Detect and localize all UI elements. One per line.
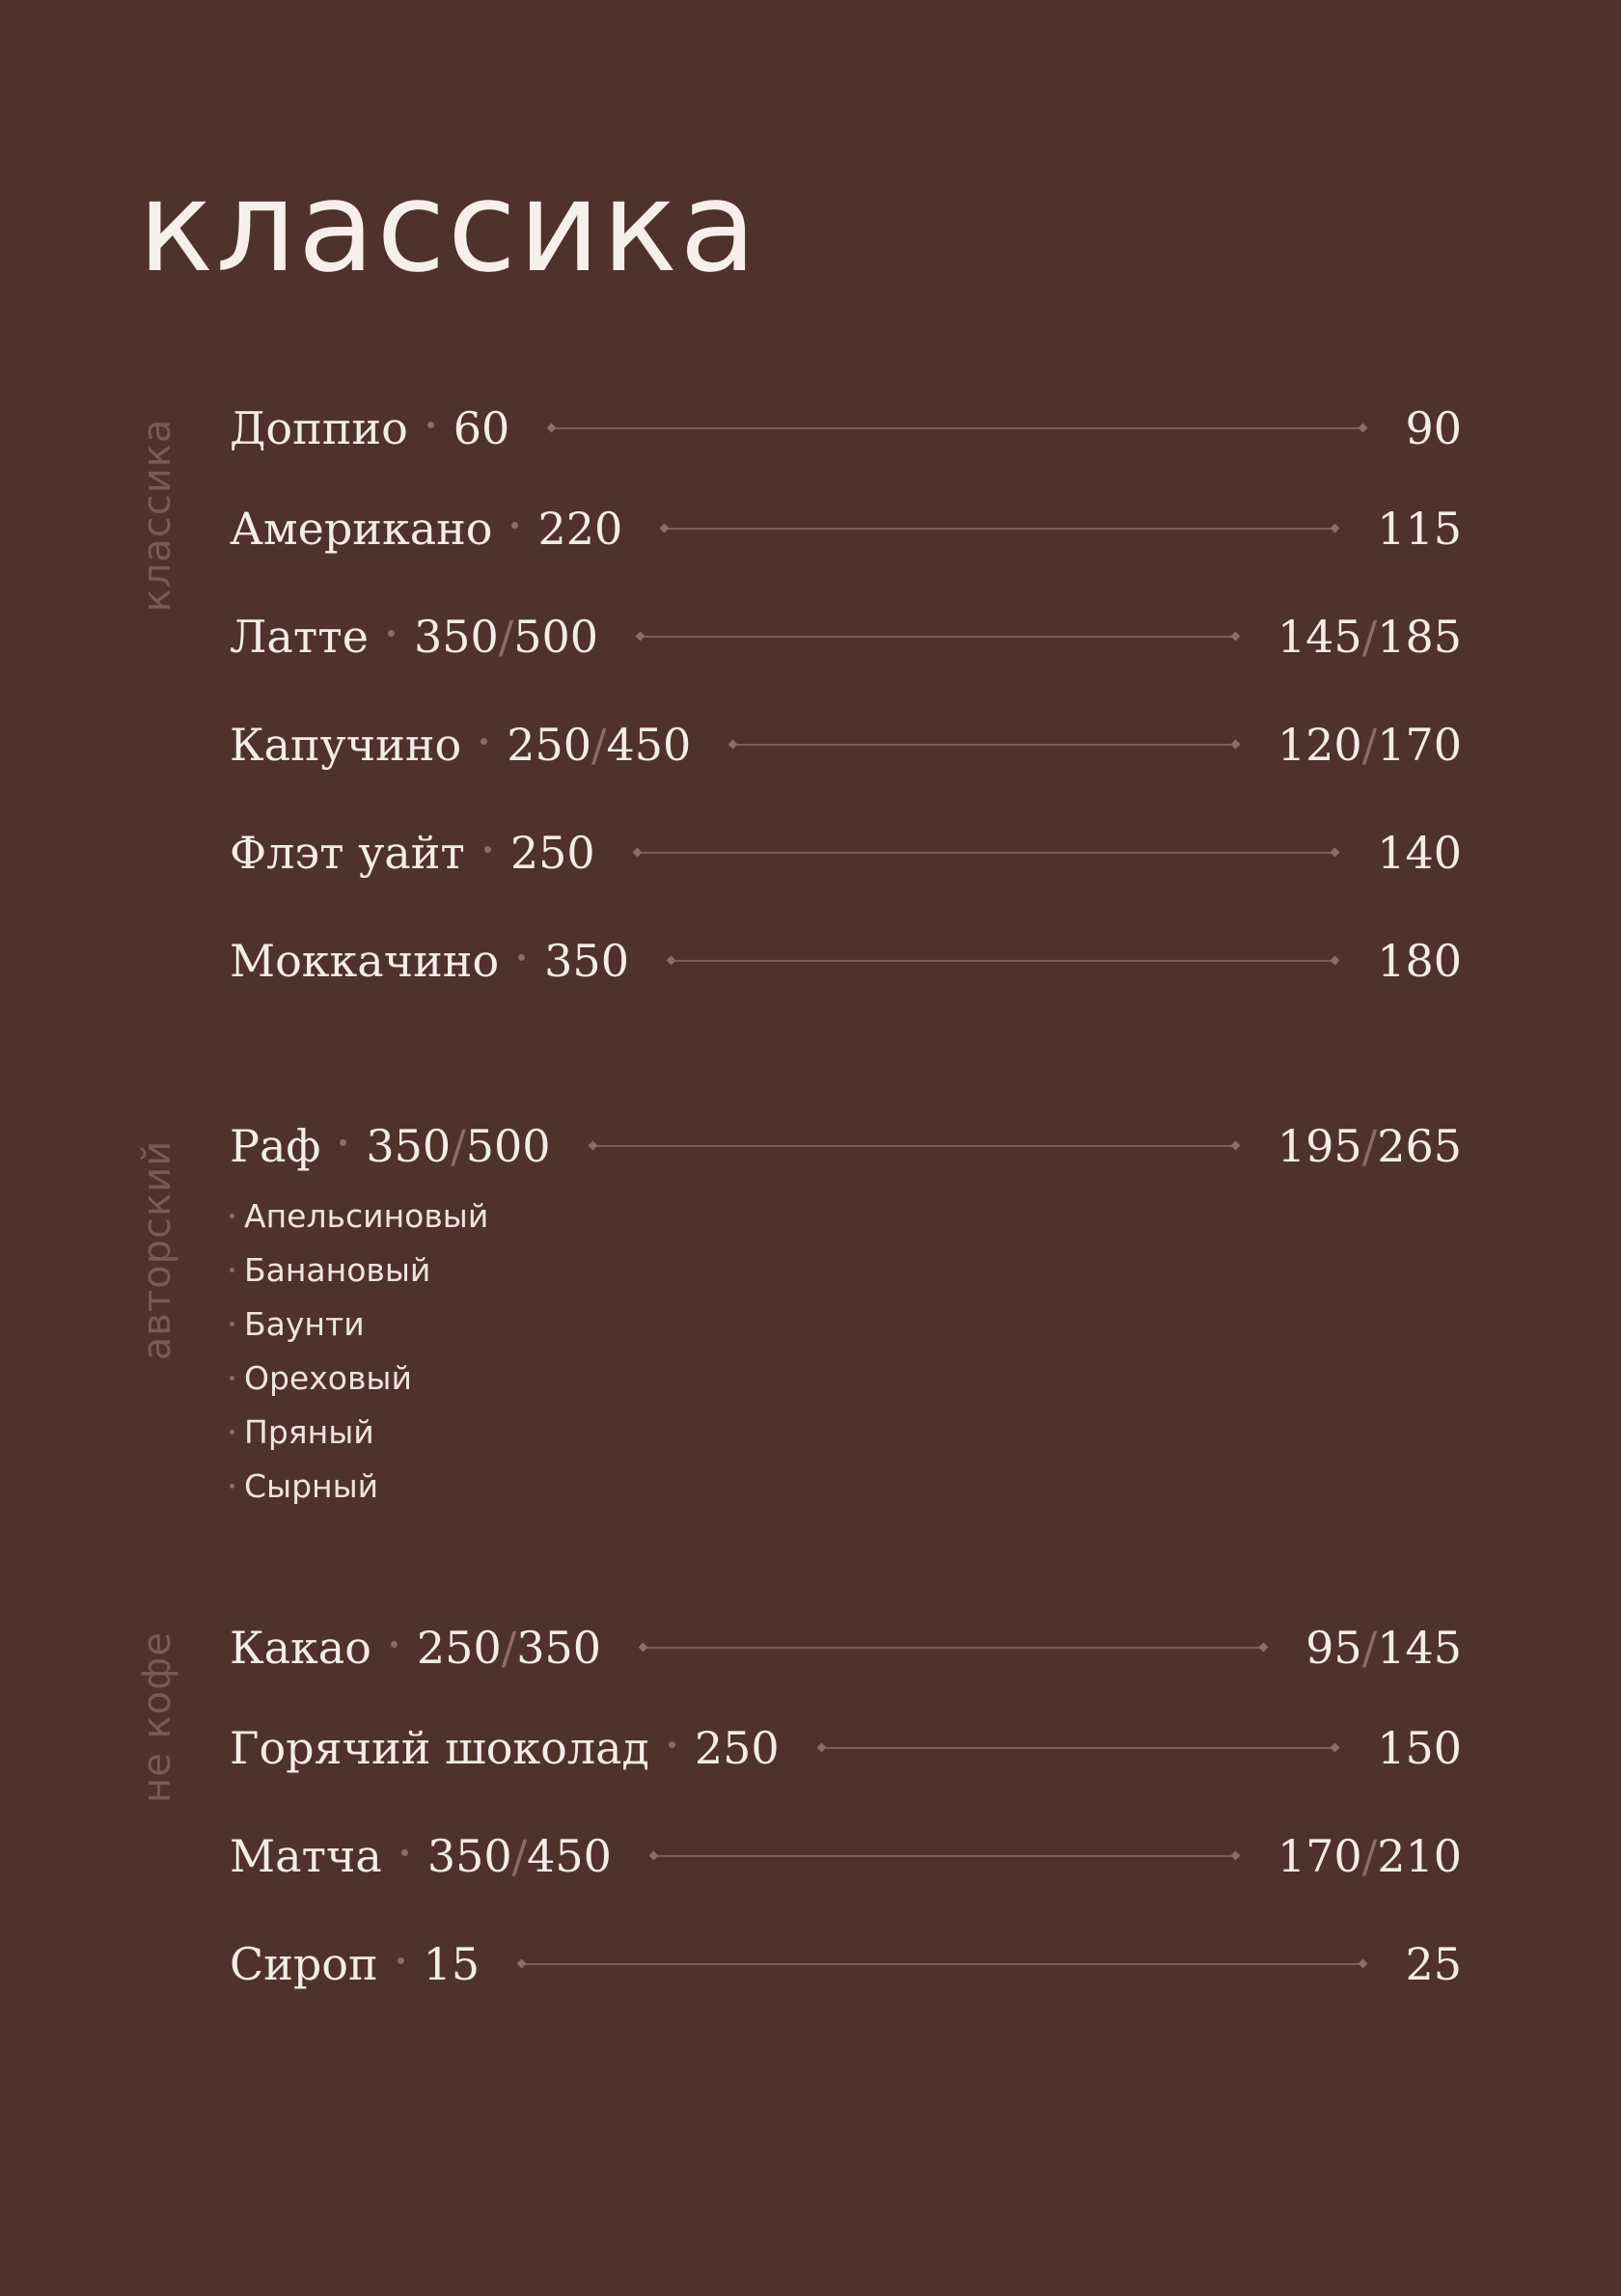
menu-item-doppio xyxy=(230,399,1462,457)
menu-item-raf xyxy=(230,1117,1462,1175)
separator-dot xyxy=(401,1849,408,1856)
item-volume xyxy=(453,402,510,454)
section-label-signature: авторский xyxy=(135,1139,179,1361)
volume-value: 250 xyxy=(509,827,595,879)
price-value: 25 xyxy=(1405,1938,1462,1990)
item-price: 120/170 xyxy=(1277,719,1462,771)
volume-value: 350 xyxy=(366,1120,452,1172)
flavor-item xyxy=(230,1305,365,1343)
item-name: Флэт уайт xyxy=(230,827,465,879)
leader-line xyxy=(518,1959,1366,1969)
flavor-item xyxy=(230,1467,379,1505)
separator-dot xyxy=(481,738,487,745)
price-value: 140 xyxy=(1377,827,1462,879)
item-price xyxy=(1377,827,1462,879)
volume-value: 450 xyxy=(606,719,692,771)
separator-dot xyxy=(518,954,525,961)
item-price: 145/185 xyxy=(1277,611,1462,663)
item-volume xyxy=(423,1938,481,1990)
item-name: Американо xyxy=(230,503,493,555)
flavor-item xyxy=(230,1251,431,1289)
price-value: 145 xyxy=(1377,1622,1462,1674)
item-name: Какао xyxy=(230,1622,371,1674)
volume-value: 350 xyxy=(413,611,499,663)
flavor-item xyxy=(230,1413,374,1451)
separator-dot xyxy=(391,1641,398,1648)
item-volume: 250/450 xyxy=(507,719,692,771)
section-label-classic: классика xyxy=(135,418,179,613)
separator-dot xyxy=(388,630,395,637)
menu-item-matcha xyxy=(230,1827,1462,1885)
price-value: 95 xyxy=(1305,1622,1362,1674)
item-name: Латте xyxy=(230,611,369,663)
volume-value: 350 xyxy=(544,935,629,987)
item-volume: 350/500 xyxy=(366,1120,551,1172)
leader-line xyxy=(590,1141,1239,1151)
volume-value: 15 xyxy=(423,1938,481,1990)
volume-value: 500 xyxy=(465,1120,551,1172)
leader-line xyxy=(637,632,1239,642)
volume-value: 500 xyxy=(513,611,599,663)
separator-dot xyxy=(484,846,491,853)
price-value: 195 xyxy=(1277,1120,1362,1172)
item-name: Раф xyxy=(230,1120,321,1172)
flavor-label: Сырный xyxy=(244,1467,379,1505)
separator-dot xyxy=(398,1957,404,1964)
leader-line xyxy=(729,740,1239,750)
item-volume xyxy=(509,827,595,879)
item-volume: 350/450 xyxy=(426,1830,612,1882)
price-value: 170 xyxy=(1277,1830,1362,1882)
leader-line xyxy=(548,424,1366,433)
leader-line xyxy=(634,848,1339,858)
menu-item-latte xyxy=(230,608,1462,666)
leader-line xyxy=(650,1851,1239,1861)
item-volume xyxy=(544,935,629,987)
item-price xyxy=(1377,1722,1462,1774)
volume-value: 250 xyxy=(507,719,591,771)
menu-item-flat-white xyxy=(230,824,1462,882)
separator-dot xyxy=(340,1139,346,1146)
item-name: Сироп xyxy=(230,1938,378,1990)
price-value: 115 xyxy=(1377,503,1462,555)
price-value: 265 xyxy=(1377,1120,1462,1172)
flavor-label: Баунти xyxy=(244,1305,365,1343)
price-value: 180 xyxy=(1377,935,1462,987)
item-price: 95/145 xyxy=(1305,1622,1462,1674)
leader-line xyxy=(818,1743,1339,1753)
menu-item-syrup xyxy=(230,1935,1462,1993)
item-price xyxy=(1377,935,1462,987)
flavor-item xyxy=(230,1197,489,1235)
volume-value: 220 xyxy=(537,503,623,555)
flavor-label: Ореховый xyxy=(244,1359,412,1397)
menu-item-americano xyxy=(230,500,1462,558)
item-price xyxy=(1377,503,1462,555)
item-name: Матча xyxy=(230,1830,382,1882)
volume-value: 350 xyxy=(426,1830,512,1882)
price-value: 150 xyxy=(1377,1722,1462,1774)
item-price: 195/265 xyxy=(1277,1120,1462,1172)
volume-value: 250 xyxy=(694,1722,780,1774)
page-title: классика xyxy=(138,153,758,300)
flavor-label: Пряный xyxy=(244,1413,374,1451)
menu-item-cappuccino xyxy=(230,716,1462,774)
item-price xyxy=(1405,402,1462,454)
menu-item-mochaccino xyxy=(230,932,1462,990)
item-volume xyxy=(537,503,623,555)
separator-dot xyxy=(511,522,518,529)
section-label-non-coffee: не кофе xyxy=(135,1631,179,1803)
volume-value: 450 xyxy=(527,1830,612,1882)
flavor-item xyxy=(230,1359,412,1397)
price-value: 90 xyxy=(1405,402,1462,454)
price-value: 210 xyxy=(1377,1830,1462,1882)
price-value: 120 xyxy=(1277,719,1362,771)
price-value: 185 xyxy=(1377,611,1462,663)
item-name: Доппио xyxy=(230,402,408,454)
separator-dot xyxy=(427,422,434,428)
item-volume: 250/350 xyxy=(416,1622,602,1674)
leader-line xyxy=(640,1643,1267,1653)
item-name: Моккачино xyxy=(230,935,500,987)
volume-value: 250 xyxy=(416,1622,502,1674)
flavor-label: Апельсиновый xyxy=(244,1197,489,1235)
item-price: 170/210 xyxy=(1277,1830,1462,1882)
menu-item-hot-chocolate xyxy=(230,1719,1462,1777)
price-value: 145 xyxy=(1277,611,1362,663)
volume-value: 60 xyxy=(453,402,510,454)
flavor-label: Банановый xyxy=(244,1251,431,1289)
item-name: Капучино xyxy=(230,719,462,771)
price-value: 170 xyxy=(1377,719,1462,771)
leader-line xyxy=(661,524,1338,533)
item-volume xyxy=(694,1722,780,1774)
volume-value: 350 xyxy=(516,1622,602,1674)
item-volume: 350/500 xyxy=(413,611,599,663)
item-price xyxy=(1405,1938,1462,1990)
item-name: Горячий шоколад xyxy=(230,1722,649,1774)
leader-line xyxy=(668,956,1338,966)
separator-dot xyxy=(669,1741,675,1748)
menu-item-cocoa xyxy=(230,1619,1462,1677)
